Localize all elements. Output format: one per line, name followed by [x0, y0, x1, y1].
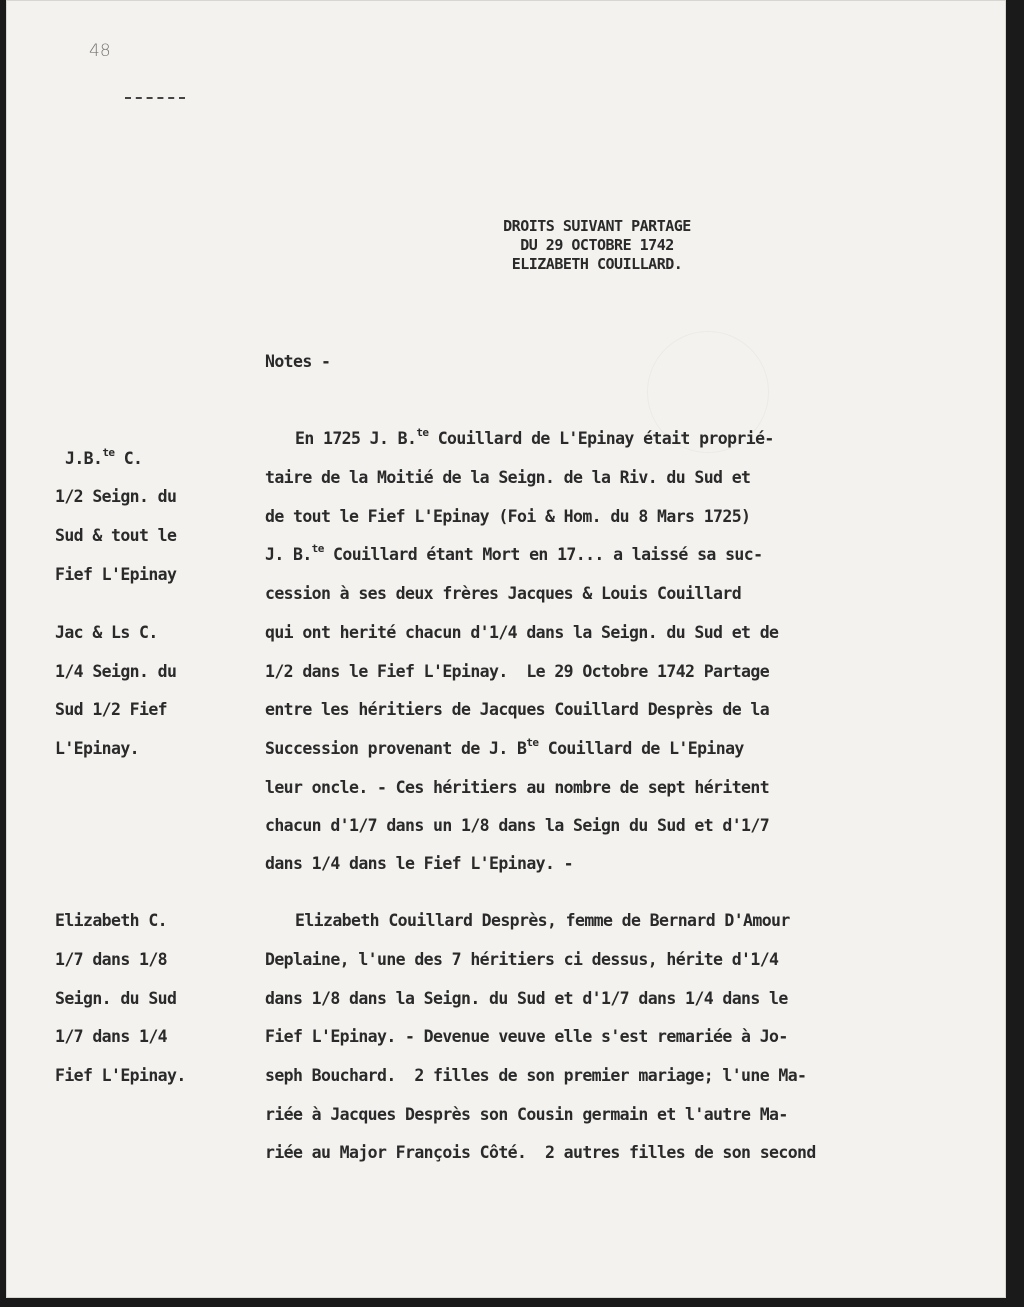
document-title: [447, 217, 747, 274]
pencil-mark: [125, 97, 185, 101]
paragraph-line: chacun d'1/7 dans un 1/8 dans la Seign du Sud et d'1/7: [265, 816, 770, 835]
paragraph-line: Succession provenant de J. $B^{te}$ Couillard de L'Epinay: [265, 736, 744, 758]
paragraph-line: entre les héritiers de Jacques Couillard Desprès de la: [265, 700, 770, 719]
document-page: [6, 0, 1006, 1298]
sidebar-note: Sud & tout le: [55, 526, 177, 545]
paragraph-line: seph Bouchard. 2 filles de son premier mariage; l'une Ma-: [265, 1066, 807, 1085]
sidebar-note: Sud 1/2 Fief: [55, 700, 168, 719]
paragraph-line: Fief L'Epinay. - Devenue veuve elle s'est remariée à Jo-: [265, 1027, 788, 1046]
paragraph-line: J. B.$^{te}$ Couillard étant Mort en 17... a laissé sa suc-: [265, 542, 763, 564]
paragraph-line: Deplaine, l'une des 7 héritiers ci dessus, hérite d'1/4: [265, 950, 779, 969]
sidebar-note: Jac & Ls C.: [55, 623, 158, 642]
paragraph-line: dans 1/8 dans la Seign. du Sud et d'1/7 dans 1/4 dans le: [265, 989, 788, 1008]
paragraph-line: riée à Jacques Desprès son Cousin germain et l'autre Ma-: [265, 1105, 788, 1124]
paragraph-line: Elizabeth Couillard Desprès, femme de Bernard D'Amour: [295, 911, 790, 930]
title-line-1: DROITS SUIVANT PARTAGE: [503, 217, 691, 235]
sidebar-note: 1/4 Seign. du: [55, 662, 177, 681]
sidebar-note: 1/7 dans 1/4: [55, 1027, 168, 1046]
page-number: 48: [89, 41, 111, 61]
paragraph-line: riée au Major François Côté. 2 autres filles de son second: [265, 1143, 816, 1162]
title-line-2: DU 29 OCTOBRE 1742: [520, 236, 674, 254]
sidebar-note: 1/7 dans 1/8: [55, 950, 168, 969]
paragraph-line: qui ont herité chacun d'1/4 dans la Seign. du Sud et de: [265, 623, 779, 642]
paragraph-line: taire de la Moitié de la Seign. de la Riv. du Sud et: [265, 468, 751, 487]
sidebar-note: Fief L'Epinay.: [55, 1066, 186, 1085]
notes-heading: Notes -: [265, 352, 331, 371]
sidebar-note: J.B.$^{te}$ C.: [65, 446, 143, 468]
paragraph-line: En 1725 J. B.$^{te}$ Couillard de L'Epinay était proprié-: [295, 426, 774, 448]
paragraph-line: leur oncle. - Ces héritiers au nombre de sept héritent: [265, 778, 770, 797]
sidebar-note: 1/2 Seign. du: [55, 487, 177, 506]
sidebar-note: L'Epinay.: [55, 739, 140, 758]
paragraph-line: de tout le Fief L'Epinay (Foi & Hom. du 8 Mars 1725): [265, 507, 751, 526]
sidebar-note: Fief L'Epinay: [55, 565, 177, 584]
paragraph-line: dans 1/4 dans le Fief L'Epinay. -: [265, 854, 574, 873]
title-line-3: ELIZABETH COUILLARD.: [511, 255, 683, 273]
paragraph-line: cession à ses deux frères Jacques & Louis Couillard: [265, 584, 742, 603]
sidebar-note: Seign. du Sud: [55, 989, 177, 1008]
paragraph-line: 1/2 dans le Fief L'Epinay. Le 29 Octobre 1742 Partage: [265, 662, 770, 681]
sidebar-note: Elizabeth C.: [55, 911, 168, 930]
